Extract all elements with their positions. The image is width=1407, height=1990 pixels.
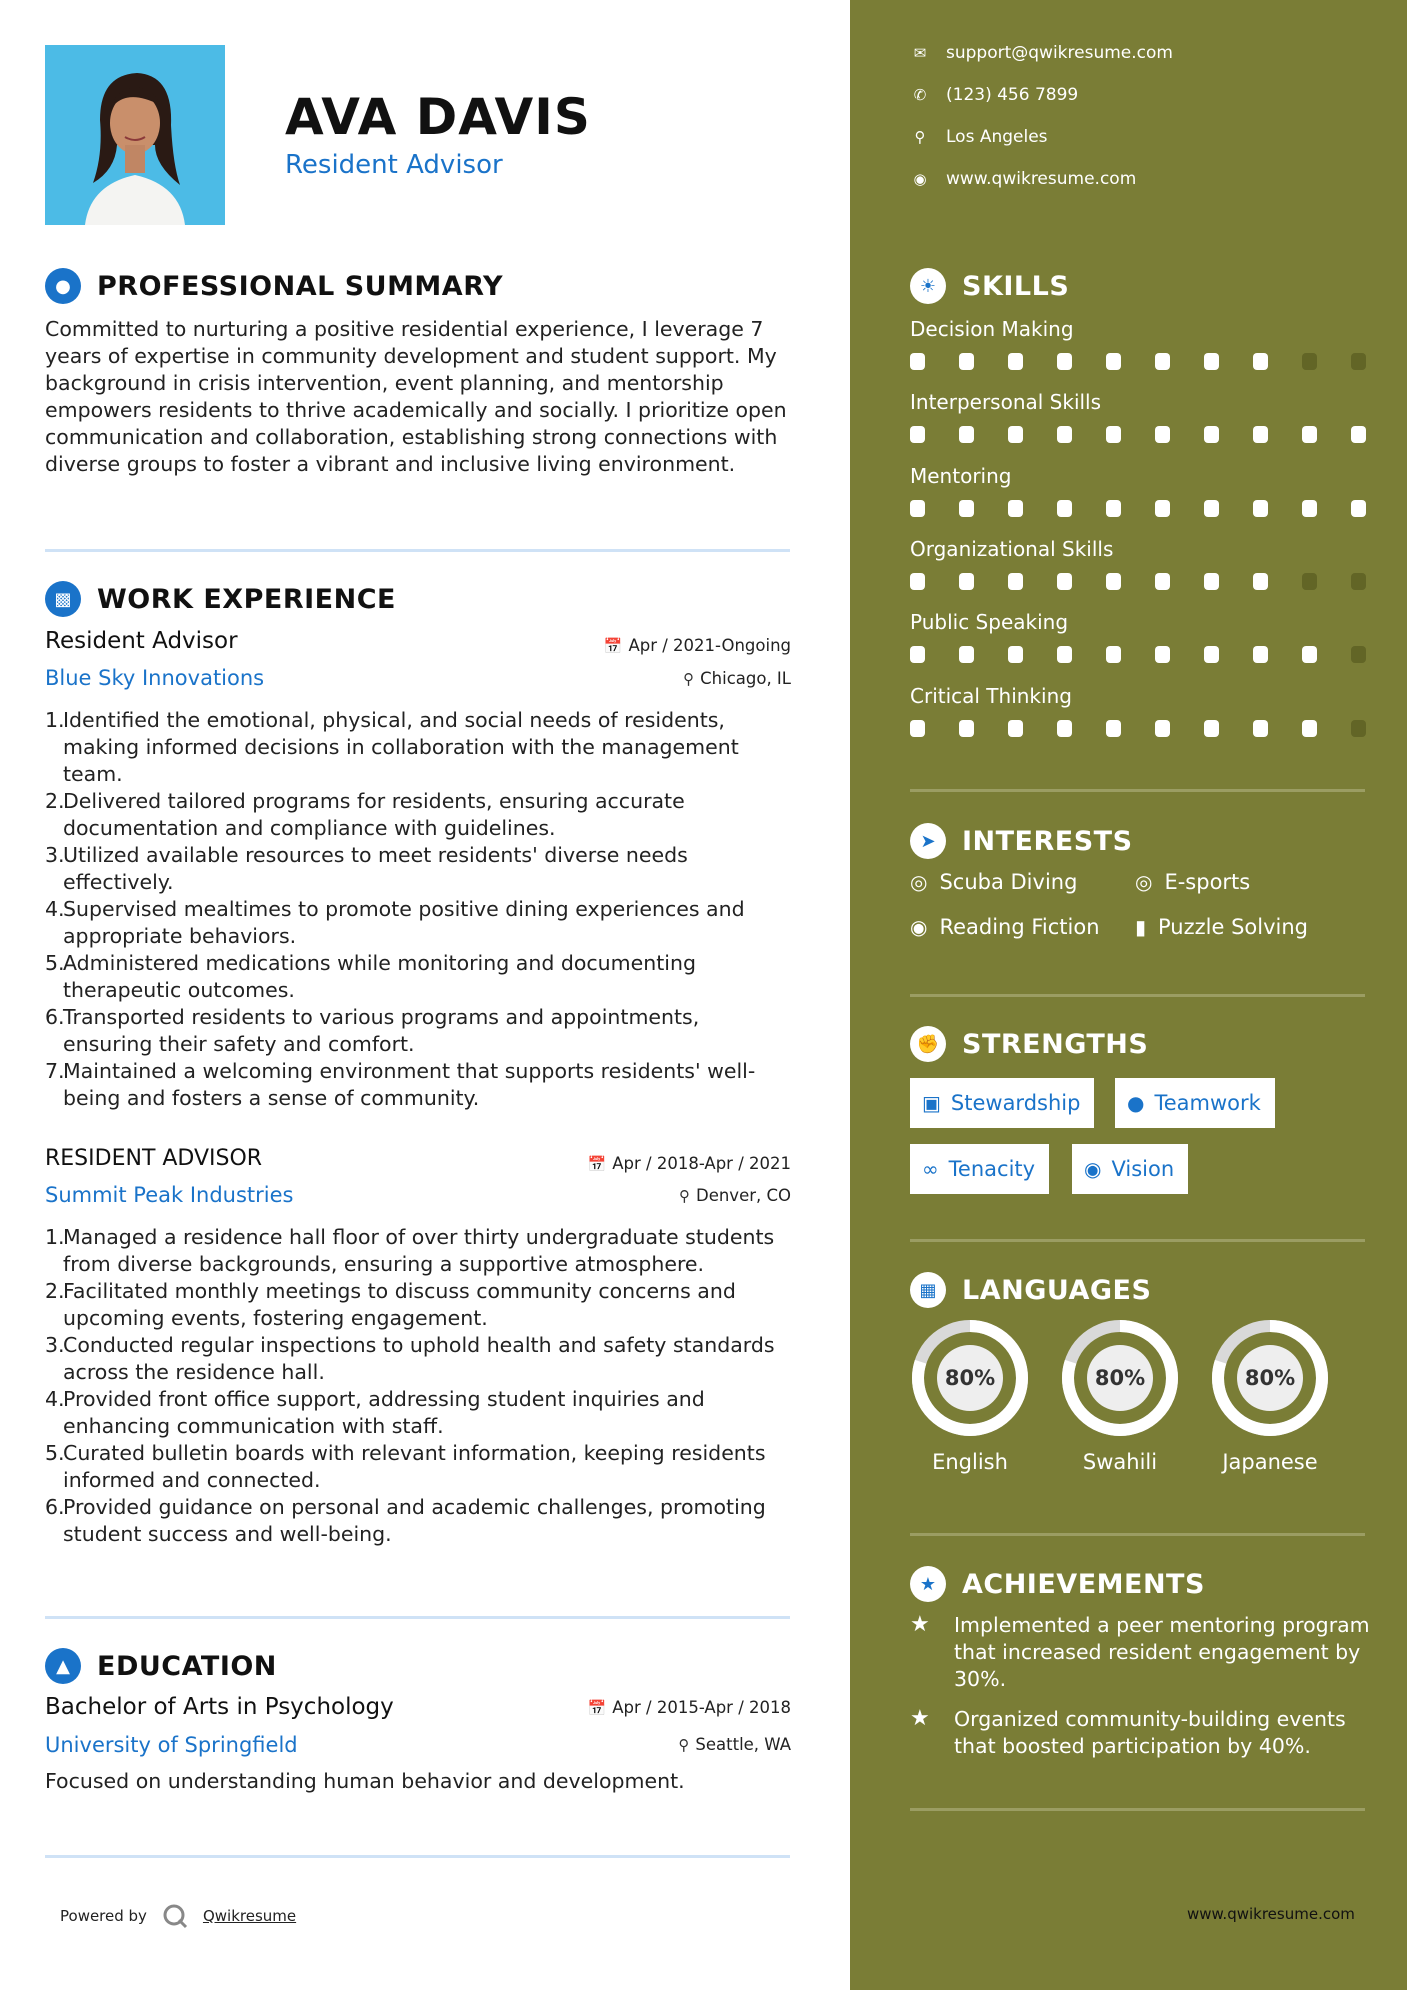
list-item: Facilitated monthly meetings to discuss community concerns and upcoming events, fostering engagement.	[63, 1279, 736, 1330]
pin-icon: ⚲	[683, 670, 695, 688]
list-item: Maintained a welcoming environment that supports residents' well-being and fosters a sense of community.	[63, 1059, 756, 1110]
skill-dot-filled	[1253, 426, 1268, 443]
skill-dot-filled	[1253, 500, 1268, 517]
divider	[45, 549, 790, 552]
list-item: Delivered tailored programs for residents, ensuring accurate documentation and compliance with guidelines.	[63, 789, 685, 840]
experience-heading: ▩ WORK EXPERIENCE	[45, 581, 396, 617]
job-company: Blue Sky Innovations	[45, 666, 265, 690]
skill-dot-filled	[1057, 353, 1072, 370]
skill-dot-filled	[910, 646, 925, 663]
job-title: Resident Advisor	[45, 628, 238, 654]
skill-dot-filled	[1302, 720, 1317, 737]
candidate-name: AVA DAVIS	[285, 88, 591, 146]
interest-item: ◉ Reading Fiction	[910, 915, 1100, 939]
skill-dot-filled	[910, 573, 925, 590]
map-marker-icon: ⚲	[914, 128, 926, 146]
strength-badge: ∞ Tenacity	[910, 1144, 1049, 1194]
list-item: Transported residents to various programs and appointments, ensuring their safety and comfort.	[63, 1005, 700, 1056]
strength-badge: ▣ Stewardship	[910, 1078, 1094, 1128]
skill-rating	[910, 720, 1400, 737]
education-location: ⚲ Seattle, WA	[678, 1735, 791, 1754]
phone-icon: ✆	[913, 86, 927, 104]
skill-dot-filled	[1204, 500, 1219, 517]
interests-heading: ➤ INTERESTS	[910, 823, 1133, 859]
interest-item: ▮ Puzzle Solving	[1135, 915, 1309, 939]
skill-dot-filled	[1106, 500, 1121, 517]
calendar-icon: 📅	[587, 1699, 607, 1717]
skill-dot-filled	[1057, 573, 1072, 590]
fist-icon: ✊	[910, 1026, 946, 1062]
lightbulb-icon: ☀	[910, 268, 946, 304]
list-item: Provided guidance on personal and academic challenges, promoting student success and well-being.	[63, 1495, 766, 1546]
skill-dot-filled	[1302, 500, 1317, 517]
school-name: University of Springfield	[45, 1733, 298, 1757]
job-location: ⚲ Chicago, IL	[683, 669, 791, 688]
education-description: Focused on understanding human behavior and development.	[45, 1769, 685, 1793]
skill-dot-empty	[1302, 353, 1317, 370]
job-company: Summit Peak Industries	[45, 1183, 294, 1207]
qwikresume-logo-icon	[161, 1902, 189, 1930]
interest-item: ◎ E-sports	[1135, 870, 1251, 894]
skill-dot-filled	[1351, 426, 1366, 443]
skill-dot-filled	[1302, 426, 1317, 443]
skill-rating	[910, 646, 1400, 663]
list-item: Managed a residence hall floor of over thirty undergraduate students from diverse backgrounds, ensuring a supportive atmosphere.	[63, 1225, 775, 1276]
skill-dot-filled	[959, 353, 974, 370]
skill-dot-filled	[1008, 646, 1023, 663]
job-location: ⚲ Denver, CO	[678, 1186, 791, 1205]
summary-text: Committed to nurturing a positive residential experience, I leverage 7 years of expertise in community development and student support. My background in crisis intervention, event planning, and mentorship empowers residents to thrive academically and socially. I prioritize open communication and collaboration, establishing strong connections with diverse groups to foster a vibrant and inclusive living environment.	[45, 317, 787, 476]
powered-by: Powered by Qwikresume	[60, 1902, 296, 1930]
skill-dot-filled	[1204, 646, 1219, 663]
interest-item: ◎ Scuba Diving	[910, 870, 1078, 894]
education-dates: 📅 Apr / 2015-Apr / 2018	[587, 1698, 791, 1717]
life-ring-icon: ◎	[910, 870, 928, 894]
skill-dot-filled	[1106, 720, 1121, 737]
skill-dot-filled	[959, 646, 974, 663]
profile-photo	[45, 45, 225, 225]
skill-name: Interpersonal Skills	[910, 390, 1102, 414]
skill-dot-empty	[1351, 573, 1366, 590]
skill-dot-filled	[1057, 720, 1072, 737]
contact-location: ⚲ Los Angeles	[910, 127, 1048, 147]
skill-dot-filled	[1008, 500, 1023, 517]
languages-heading: ▦ LANGUAGES	[910, 1272, 1151, 1308]
skill-dot-filled	[959, 573, 974, 590]
language-percent: 80%	[944, 1366, 996, 1390]
skill-dot-filled	[1155, 573, 1170, 590]
link-icon: ∞	[922, 1157, 939, 1181]
skill-dot-empty	[1351, 353, 1366, 370]
skill-dot-filled	[1253, 646, 1268, 663]
gamepad-icon: ◉	[910, 915, 928, 939]
paper-plane-icon: ➤	[910, 823, 946, 859]
skill-dot-filled	[1155, 426, 1170, 443]
job-responsibilities	[45, 707, 795, 1112]
skill-dot-filled	[1204, 573, 1219, 590]
skill-dot-filled	[1204, 426, 1219, 443]
candidate-title: Resident Advisor	[285, 150, 503, 180]
job-dates: 📅 Apr / 2021-Ongoing	[603, 636, 791, 655]
skill-dot-empty	[1351, 646, 1366, 663]
language-name: Japanese	[1222, 1450, 1318, 1474]
skill-dot-filled	[1106, 426, 1121, 443]
achievements-heading: ★ ACHIEVEMENTS	[910, 1566, 1205, 1602]
language-item	[1060, 1318, 1180, 1474]
list-item: Utilized available resources to meet residents' diverse needs effectively.	[63, 843, 688, 894]
skill-name: Mentoring	[910, 464, 1012, 488]
star-badge-icon: ★	[910, 1566, 946, 1602]
achievement-item: ★ Implemented a peer mentoring program that increased resident engagement by 30%.	[910, 1612, 1370, 1691]
footer-url[interactable]: www.qwikresume.com	[1187, 1905, 1355, 1923]
skill-dot-filled	[1008, 353, 1023, 370]
skill-dot-filled	[1155, 353, 1170, 370]
divider	[910, 1533, 1365, 1536]
list-item: Conducted regular inspections to uphold health and safety standards across the residence hall.	[63, 1333, 775, 1384]
strength-badge: ◉ Vision	[1072, 1144, 1188, 1194]
skill-dot-filled	[1008, 720, 1023, 737]
skill-dot-filled	[910, 500, 925, 517]
list-item: Supervised mealtimes to promote positive dining experiences and appropriate behaviors.	[63, 897, 745, 948]
pin-icon: ⚲	[678, 1736, 690, 1754]
summary-heading: ● PROFESSIONAL SUMMARY	[45, 268, 503, 304]
briefcase-icon: ▣	[922, 1091, 941, 1115]
job-dates: 📅 Apr / 2018-Apr / 2021	[587, 1154, 791, 1173]
envelope-icon: ✉	[913, 44, 927, 62]
skill-dot-filled	[959, 720, 974, 737]
job-responsibilities	[45, 1224, 795, 1548]
shooting-star-icon: ★	[910, 1612, 930, 1637]
skill-dot-filled	[1253, 720, 1268, 737]
skill-dot-filled	[1155, 500, 1170, 517]
skill-dot-filled	[1106, 353, 1121, 370]
divider	[45, 1616, 790, 1619]
skill-dot-filled	[1253, 353, 1268, 370]
achievement-item: ★ Organized community-building events that boosted participation by 40%.	[910, 1706, 1346, 1758]
skill-rating	[910, 353, 1400, 370]
education-heading: ▲ EDUCATION	[45, 1648, 277, 1684]
skill-dot-filled	[1155, 720, 1170, 737]
contact-website: ◉ www.qwikresume.com	[910, 169, 1136, 189]
language-percent: 80%	[1244, 1366, 1296, 1390]
graduate-icon: ▲	[45, 1648, 81, 1684]
skill-dot-filled	[959, 426, 974, 443]
skill-dot-filled	[1057, 426, 1072, 443]
skill-dot-filled	[1106, 573, 1121, 590]
skill-rating	[910, 573, 1400, 590]
language-name: English	[932, 1450, 1008, 1474]
language-percent: 80%	[1094, 1366, 1146, 1390]
skill-dot-filled	[1204, 353, 1219, 370]
skill-dot-filled	[910, 426, 925, 443]
skill-dot-filled	[1302, 646, 1317, 663]
skill-dot-filled	[1351, 500, 1366, 517]
divider	[910, 994, 1365, 997]
degree-title: Bachelor of Arts in Psychology	[45, 1694, 394, 1720]
strength-badge: ● Teamwork	[1115, 1078, 1275, 1128]
chair-icon: ▩	[45, 581, 81, 617]
skill-dot-filled	[1253, 573, 1268, 590]
language-name: Swahili	[1082, 1450, 1158, 1474]
skill-dot-filled	[1057, 646, 1072, 663]
language-icon: ▦	[910, 1272, 946, 1308]
qwikresume-link[interactable]: Qwikresume	[202, 1907, 297, 1925]
user-icon: ●	[45, 268, 81, 304]
divider	[910, 1808, 1365, 1811]
skill-dot-filled	[1155, 646, 1170, 663]
globe-icon: ◉	[913, 170, 927, 188]
list-item: Identified the emotional, physical, and social needs of residents, making informed decisions in collaboration with the management team.	[63, 708, 739, 786]
skill-dot-filled	[1204, 720, 1219, 737]
skill-dot-filled	[910, 720, 925, 737]
skill-name: Public Speaking	[910, 610, 1069, 634]
skill-dot-empty	[1302, 573, 1317, 590]
book-icon: ▮	[1135, 915, 1147, 939]
shooting-star-icon: ★	[910, 1706, 930, 1731]
divider	[45, 1855, 790, 1858]
strengths-heading: ✊ STRENGTHS	[910, 1026, 1148, 1062]
users-icon: ●	[1127, 1091, 1145, 1115]
contact-phone: ✆ (123) 456 7899	[910, 85, 1078, 105]
skill-dot-empty	[1351, 720, 1366, 737]
calendar-icon: 📅	[587, 1155, 607, 1173]
skill-dot-filled	[1008, 573, 1023, 590]
skill-name: Decision Making	[910, 317, 1074, 341]
language-item	[910, 1318, 1030, 1474]
skill-dot-filled	[1008, 426, 1023, 443]
job-title: RESIDENT ADVISOR	[45, 1146, 263, 1171]
skill-rating	[910, 500, 1400, 517]
calendar-icon: 📅	[603, 637, 623, 655]
skill-dot-filled	[1106, 646, 1121, 663]
skill-dot-filled	[910, 353, 925, 370]
skill-rating	[910, 426, 1400, 443]
skill-dot-filled	[1057, 500, 1072, 517]
skill-name: Organizational Skills	[910, 537, 1114, 561]
binoculars-icon: ◉	[1084, 1157, 1102, 1181]
list-item: Provided front office support, addressing student inquiries and enhancing communication with staff.	[63, 1387, 705, 1438]
language-item	[1210, 1318, 1330, 1474]
divider	[910, 789, 1365, 792]
life-ring-icon: ◎	[1135, 870, 1153, 894]
divider	[910, 1239, 1365, 1242]
skill-dot-filled	[959, 500, 974, 517]
contact-email: ✉ support@qwikresume.com	[910, 43, 1173, 63]
list-item: Administered medications while monitoring and documenting therapeutic outcomes.	[63, 951, 696, 1002]
list-item: Curated bulletin boards with relevant information, keeping residents informed and connected.	[63, 1441, 766, 1492]
skill-name: Critical Thinking	[910, 684, 1072, 708]
skills-heading: ☀ SKILLS	[910, 268, 1069, 304]
pin-icon: ⚲	[678, 1187, 690, 1205]
sidebar	[850, 0, 1407, 1990]
